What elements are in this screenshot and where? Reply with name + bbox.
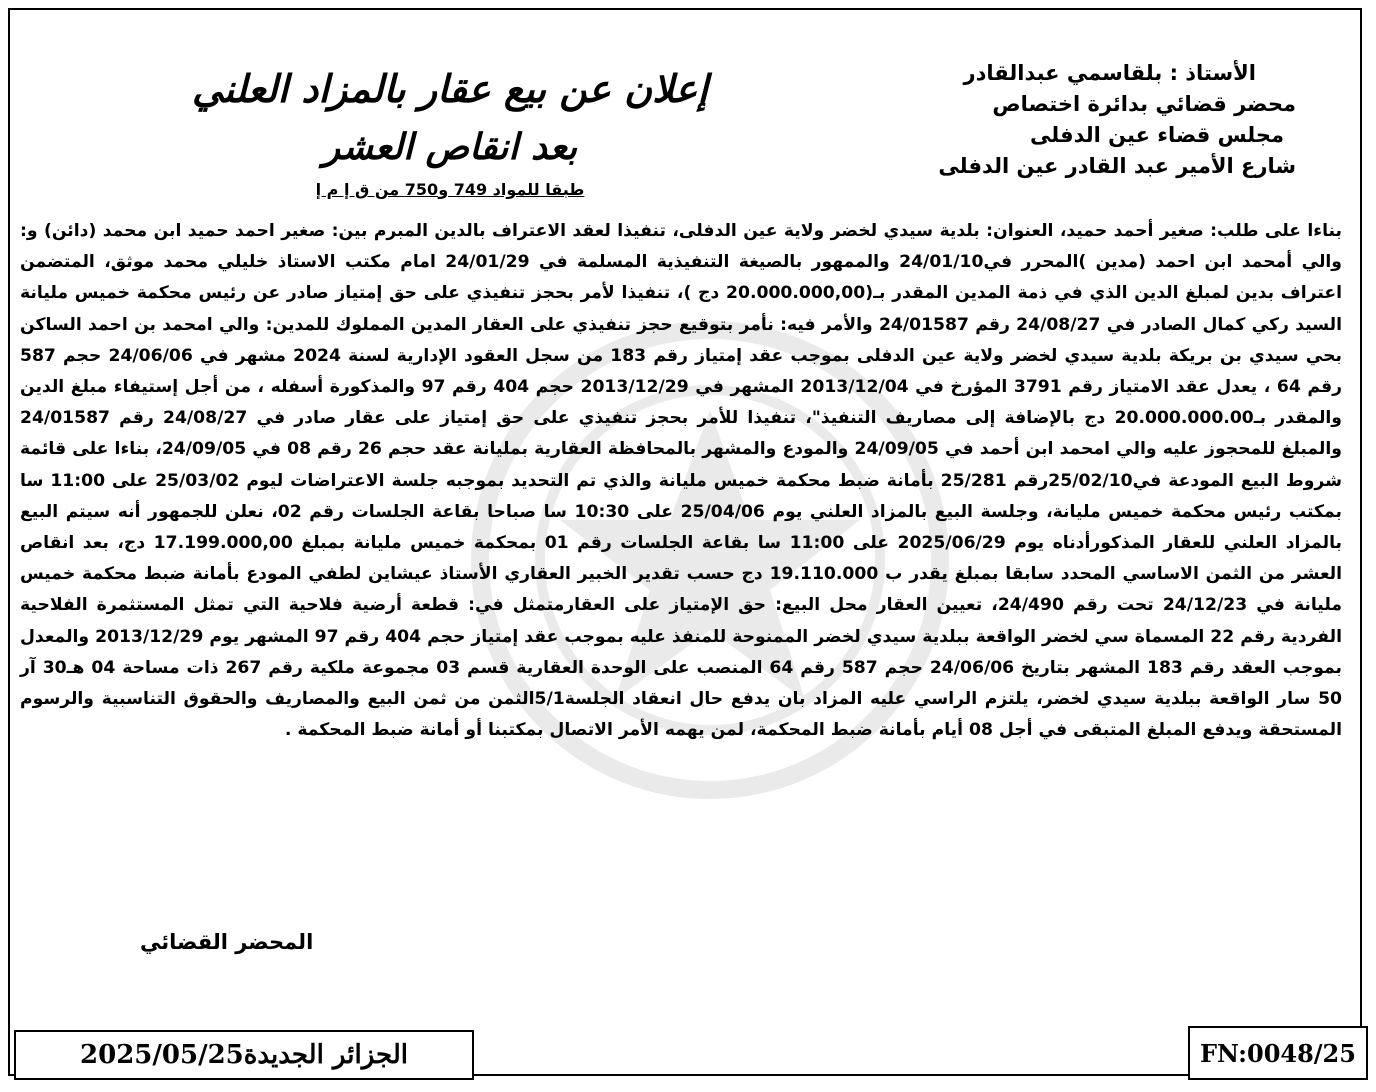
signature-label: المحضر القضائي xyxy=(140,930,314,954)
announcement-subtitle: بعد انقاص العشر xyxy=(322,126,578,168)
announcement-body xyxy=(20,216,1342,746)
file-number-box xyxy=(1188,1026,1368,1080)
bailiff-name: الأستاذ : بلقاسمي عبدالقادر xyxy=(963,61,1256,85)
court-council: مجلس قضاء عين الدفلى xyxy=(1030,123,1284,147)
announcement-title-block xyxy=(180,62,720,199)
publication-box xyxy=(14,1030,474,1080)
legal-reference: طبقا للمواد 749 و750 من ق إ م إ xyxy=(315,180,585,199)
file-number-label: FN:0048/25 xyxy=(1200,1038,1356,1068)
bailiff-address-block xyxy=(856,58,1296,182)
publication-label: الجزائر الجديدة2025/05/25 xyxy=(80,1040,408,1070)
bailiff-title: محضر قضائي بدائرة اختصاص xyxy=(992,92,1296,116)
body-paragraph: بناءا على طلب: صغير أحمد حميد، العنوان: بلدية سيدي لخضر ولاية عين الدفلى، تنفيذا لعقد الاعتراف بالدين المبرم بين: صغير احمد حميد ابن محمد (دائن) و: والي أمحمد ابن احمد (مدين )المحرر في24/01/10 والممهور بالصيغة التنفيذية المسلمة في 24/01/29 امام مكتب الاستاذ خليلي محمد موثق، المتضمن اعتراف بدين لمبلغ الدين الذي في ذمة المدين المقدر بـ(20.000.000,00 دج )، تنفيذا لأمر بحجز تنفيذي على حق إمتياز صادر عن رئيس محكمة خميس مليانة السيد ركي كمال الصادر في 24/08/27 رقم 24/01587 والأمر فيه: نأمر بتوقيع حجز تنفيذي على العقار المدين المملوك للمدين: والي امحمد بن احمد الساكن بحي سيدي بن بريكة بلدية سيدي لخضر ولاية عين الدفلى بموجب عقد إمتياز رقم 183 من سجل العقود الإدارية لسنة 2024 مشهر في 24/06/06 حجم 587 رقم 64 ، يعدل عقد الامتياز رقم 3791 المؤرخ في 2013/12/04 المشهر في 2013/12/29 حجم 404 رقم 97 والمذكورة أسفله ، من أجل إستيفاء مبلغ الدين والمقدر بـ20.000.000.00 دج بالإضافة إلى مصاريف التنفيذ"، تنفيذا للأمر بحجز تنفيذي على حق إمتياز على عقار صادر في 24/08/27 رقم 24/01587 والمبلغ للمحجوز عليه والي امحمد ابن أحمد في 24/09/05 والمودع والمشهر بالمحافظة العقارية بمليانة عقد حجم 26 رقم 08 في 24/09/05، بناءا على قائمة شروط البيع المودعة في25/02/10رقم 25/281 بأمانة ضبط محكمة خميس مليانة والذي تم التحديد بموجبه جلسة الاعتراضات ليوم 25/03/02 على 11:00 سا بمكتب رئيس محكمة خميس مليانة، وجلسة البيع بالمزاد العلني يوم 25/04/06 على 10:30 سا صباحا بقاعة الجلسات رقم 02، نعلن للجمهور أنه سيتم البيع بالمزاد العلني للعقار المذكورأدناه يوم 2025/06/29 على 11:00 سا بقاعة الجلسات رقم 01 بمحكمة خميس مليانة بمبلغ 17.199.000,00 دج، بعد انقاص العشر من الثمن الاساسي المحدد سابقا بمبلغ يقدر ب 19.110.000 دج حسب تقدير الخبير العقاري الأستاذ عيشاين لطفي المودع بأمانة ضبط محكمة خميس مليانة في 24/12/23 تحت رقم 24/490، تعيين العقار محل البيع: حق الإمتياز على العقارمتمثل في: قطعة أرضية فلاحية التي تمثل المستثمرة الفلاحية الفردية رقم 22 المسماة سي لخضر الواقعة ببلدية سيدي لخضر الممنوحة للمنفذ عليه بموجب عقد إمتياز حجم 404 رقم 97 المشهر يوم 2013/12/29 والمعدل بموجب العقد رقم 183 المشهر بتاريخ 24/06/06 حجم 587 رقم 64 المنصب على الوحدة العقارية قسم 03 مجموعة ملكية رقم 267 ذات مساحة 04 هـ30 آر 50 سار الواقعة ببلدية سيدي لخضر، يلتزم الراسي عليه المزاد بان يدفع حال انعقاد الجلسة5/1الثمن من ثمن البيع والمصاريف والحقوق التناسبية والرسوم المستحقة ويدفع المبلغ المتبقى في أجل 08 أيام بأمانة ضبط المحكمة، لمن يهمه الأمر الاتصال بمكتبنا أو أمانة ضبط المحكمة . xyxy=(20,221,1343,741)
announcement-title: إعلان عن بيع عقار بالمزاد العلني xyxy=(192,66,708,111)
office-street: شارع الأمير عبد القادر عين الدفلى xyxy=(938,154,1296,178)
